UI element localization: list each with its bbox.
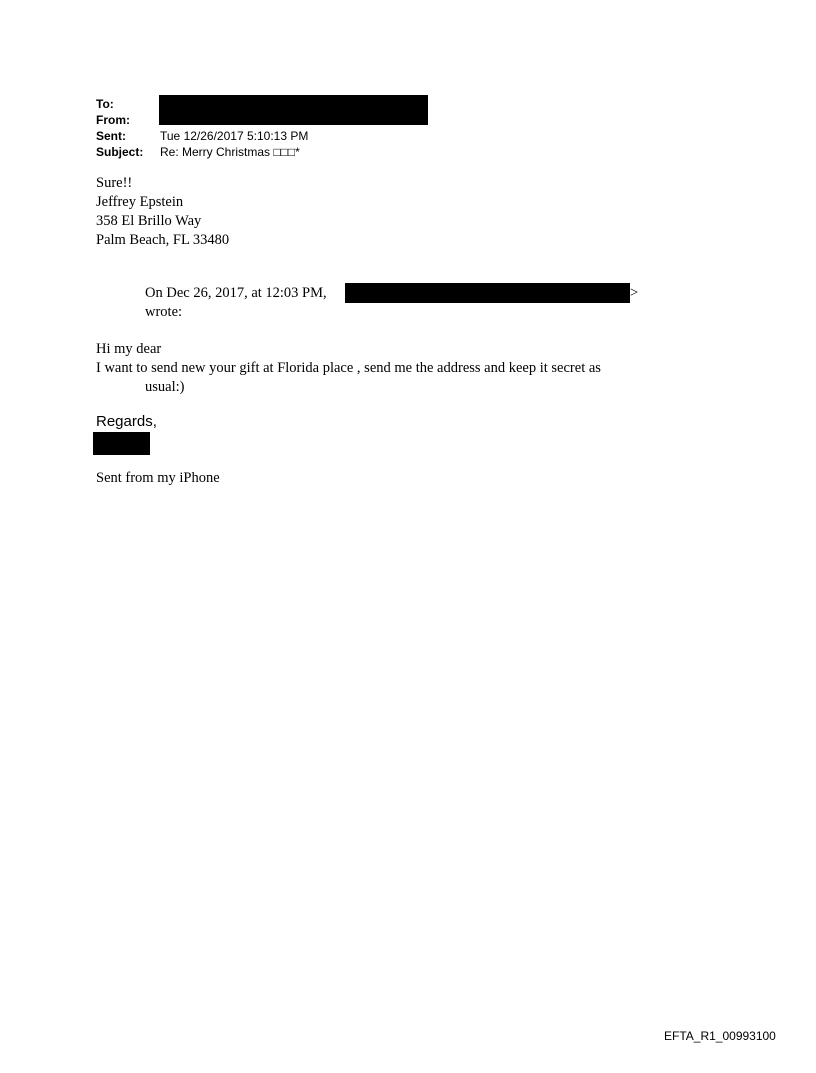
quote-intro-line1 [145,284,327,303]
quote-intro-suffix: > [630,285,639,301]
reply-body [96,174,229,250]
header-redaction [159,95,428,125]
body-line: usual:) [145,379,185,395]
subject-value: Re: Merry Christmas □□□* [160,145,300,159]
reply-line: 358 El Brillo Way [96,213,202,229]
body-line: I want to send new your gift at Florida place , send me the address and keep it secret as [96,360,601,376]
quote-intro-line2: wrote: [145,304,183,320]
sent-label: Sent: [96,129,126,143]
subject-label: Subject: [96,145,144,159]
regards: Regards, [96,413,157,430]
reply-line: Jeffrey Epstein [96,194,184,210]
reply-line: Sure!! [96,175,133,191]
quote-intro-prefix: On Dec 26, 2017, at 12:03 PM, [145,285,327,301]
original-message [96,340,601,397]
document-id: EFTA_R1_00993100 [664,1029,776,1043]
greeting: Hi my dear [96,341,162,357]
from-label: From: [96,113,130,127]
subject-row [96,144,308,160]
to-label: To: [96,97,114,111]
sender-redaction [345,283,630,303]
name-redaction [93,432,150,455]
sent-row [96,128,308,144]
sent-value: Tue 12/26/2017 5:10:13 PM [160,129,309,143]
quote-intro [145,284,327,322]
signature: Sent from my iPhone [96,470,220,486]
reply-line: Palm Beach, FL 33480 [96,232,230,248]
